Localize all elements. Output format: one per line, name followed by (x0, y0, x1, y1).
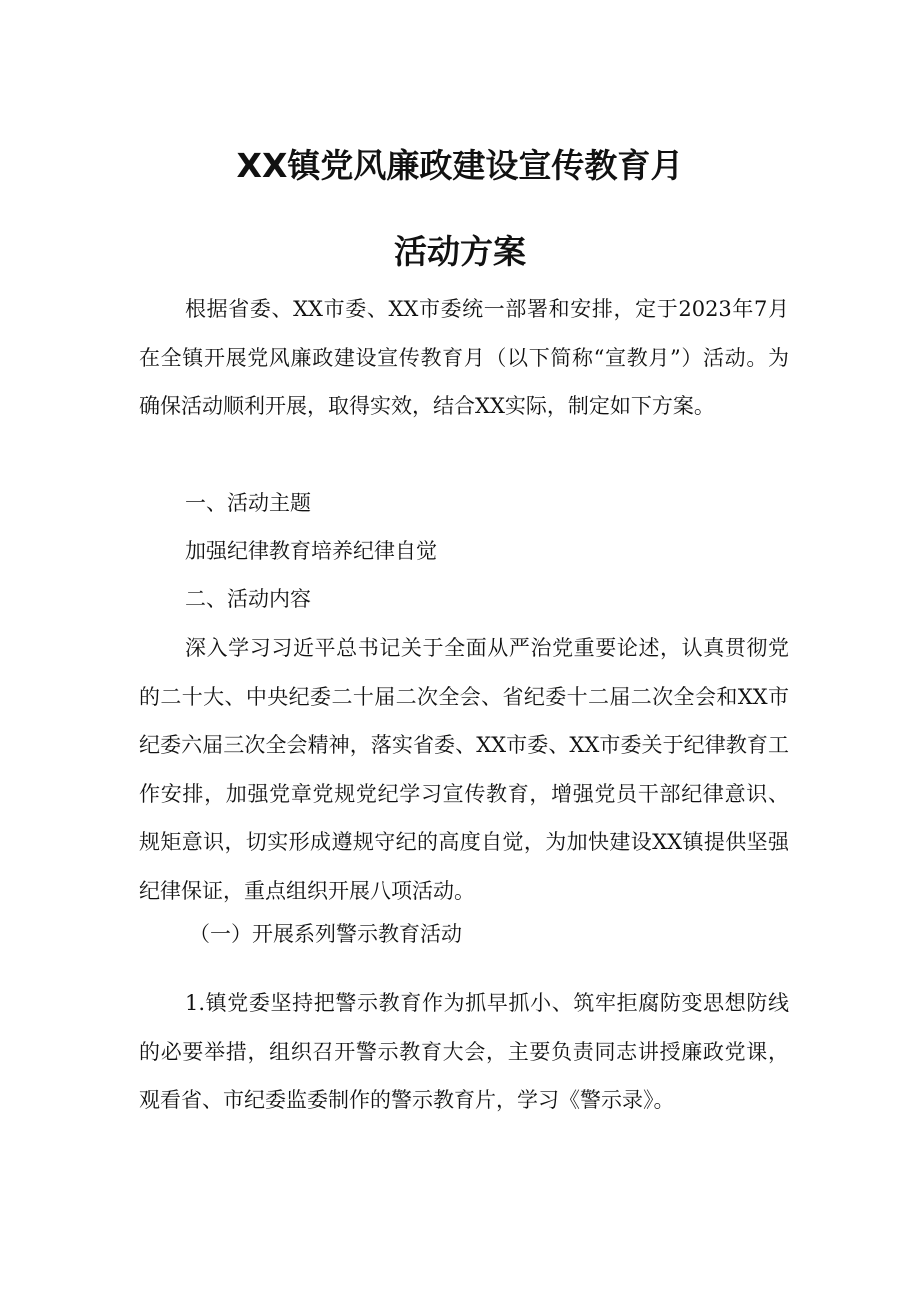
document-title-line-1: XX镇党风廉政建设宣传教育月 (236, 146, 684, 185)
section-1-heading: 一、活动主题 (185, 491, 311, 515)
item-1-paragraph: 1.镇党委坚持把警示教育作为抓早抓小、筑牢拒腐防变思想防线的必要举措，组织召开警示教育大会，主要负责同志讲授廉政党课，观看省、市纪委监委制作的警示教育片，学习《警示录》。 (139, 991, 789, 1113)
section-2-body: 深入学习习近平总书记关于全面从严治党重要论述，认真贯彻党的二十大、中央纪委二十届二次全会、省纪委十二届二次全会和XX市纪委六届三次全会精神，落实省委、XX市委、XX市委关于纪律教育工作安排，加强党章党规党纪学习宣传教育，增强党员干部纪律意识、规矩意识，切实形成遵规守纪的高度自觉，为加快建设XX镇提供坚强纪律保证，重点组织开展八项活动。 (139, 636, 789, 903)
subsection-1-heading: （一）开展系列警示教育活动 (189, 922, 462, 946)
section-1-theme: 加强纪律教育培养纪律自觉 (185, 539, 437, 563)
document-title-line-2: 活动方案 (394, 232, 526, 271)
section-2-heading: 二、活动内容 (185, 587, 311, 611)
intro-paragraph: 根据省委、XX市委、XX市委统一部署和安排，定于2023年7月在全镇开展党风廉政建设宣传教育月（以下简称“宣教月”）活动。为确保活动顺利开展，取得实效，结合XX实际，制定如下方案。 (139, 297, 789, 419)
